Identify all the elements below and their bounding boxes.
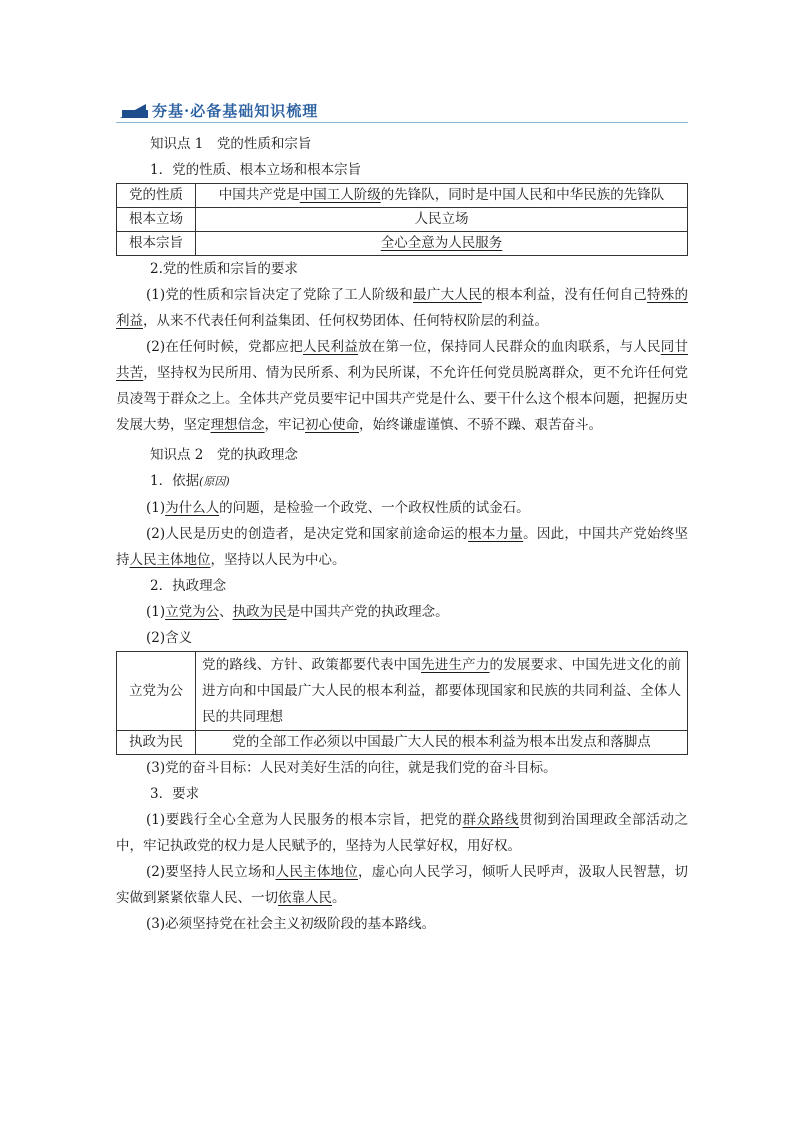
underlined-answer: 人民主体地位 (275, 864, 359, 880)
kp1-title: 知识点 1 党的性质和宗旨 (150, 136, 312, 152)
underlined-answer: 同甘共苦 (116, 339, 689, 381)
underlined-answer: 群众路线 (462, 812, 520, 828)
kp2-paragraph-4: (2)含义 (146, 630, 193, 646)
kp2-heading-1: 1．依据(原因) (150, 473, 230, 489)
table-cell-header: 根本立场 (117, 208, 196, 232)
underlined-answer: 理想信念 (210, 417, 265, 433)
kp2-paragraph-6: (1)要践行全心全意为人民服务的根本宗旨，把党的群众路线贯彻到治国理政全部活动之中，牢记执政党的权力是人民赋予的，坚持为人民掌好权，用好权。 (116, 812, 689, 854)
underlined-answer: 初心使命 (305, 417, 359, 433)
table-cell-header: 立党为公 (117, 652, 196, 731)
kp2-paragraph-3: (1)立党为公、执政为民是中国共产党的执政理念。 (146, 604, 449, 620)
table-cell-header: 执政为民 (117, 731, 196, 755)
kp2-heading-2: 2．执政理念 (150, 578, 227, 594)
underlined-answer: 特殊的利益 (116, 287, 689, 329)
table-row (117, 652, 688, 731)
table-row (117, 208, 688, 232)
kp2-heading-3: 3．要求 (150, 786, 200, 802)
table-row (117, 184, 688, 208)
kp2-title: 知识点 2 党的执政理念 (150, 447, 298, 463)
kp2-paragraph-1: (1)为什么人的问题，是检验一个政党、一个政权性质的试金石。 (146, 500, 530, 516)
table-cell-value (196, 232, 688, 256)
underlined-answer: 依靠人民 (278, 890, 332, 906)
table-cell-header: 根本宗旨 (117, 232, 196, 256)
kp1-paragraph-2: (2)在任何时候，党都应把人民利益放在第一位，保持同人民群众的血肉联系，与人民同甘共苦，坚持权为民所用、情为民所系、利为民所谋，不允许任何党员脱离群众，更不允许任何党员凌驾于群众之上。全体共产党员要牢记中国共产党是什么、要干什么这个根本问题，把握历史发展大势，坚定理想信念，牢记初心使命，始终谦虚谨慎、不骄不躁、艰苦奋斗。 (116, 339, 689, 433)
kp2-table (116, 651, 688, 755)
kp2-paragraph-7: (2)要坚持人民立场和人民主体地位，虚心向人民学习，倾听人民呼声，汲取人民智慧，切实做到紧紧依靠人民、一切依靠人民。 (116, 864, 689, 906)
table-cell-value: 中国共产党是中国工人阶级的先锋队，同时是中国人民和中华民族的先锋队 (196, 184, 688, 208)
kp2-paragraph-8: (3)必须坚持党在社会主义初级阶段的基本路线。 (146, 916, 436, 932)
underlined-answer: 根本力量 (468, 526, 524, 542)
underlined-answer: 最广大人民 (413, 287, 482, 303)
underlined-answer: 全心全意为人民服务 (380, 235, 503, 251)
underlined-answer: 立党为公 (165, 604, 220, 620)
header-bar-base-icon (122, 110, 148, 118)
table-row (117, 232, 688, 256)
section-title: 夯基·必备基础知识梳理 (152, 102, 319, 120)
underlined-answer: 为什么人 (165, 500, 220, 516)
underlined-answer: 中国工人阶级 (299, 187, 381, 203)
underlined-answer: 执政为民 (232, 604, 287, 620)
kp2-paragraph-2: (2)人民是历史的创造者，是决定党和国家前途命运的根本力量。因此，中国共产党始终坚持人民主体地位，坚持以人民为中心。 (116, 526, 689, 568)
kp1-paragraph-1: (1)党的性质和宗旨决定了党除了工人阶级和最广大人民的根本利益，没有任何自己特殊的利益，从来不代表任何利益集团、任何权势团体、任何特权阶层的利益。 (116, 287, 689, 329)
underlined-answer: 先进生产力 (421, 657, 490, 673)
kp1-heading-1: 1．党的性质、根本立场和根本宗旨 (150, 162, 362, 178)
kp2-paragraph-5: (3)党的奋斗目标：人民对美好生活的向往，就是我们党的奋斗目标。 (146, 760, 557, 776)
table-cell-value: 党的全部工作必须以中国最广大人民的根本利益为根本出发点和落脚点 (196, 731, 688, 755)
section-header (116, 100, 688, 123)
table-cell-header: 党的性质 (117, 184, 196, 208)
table-row (117, 731, 688, 755)
table-cell-value: 党的路线、方针、政策都要代表中国先进生产力的发展要求、中国先进文化的前进方向和中国最广大人民的根本利益，都要体现国家和民族的共同利益、全体人民的共同理想 (196, 652, 688, 731)
document-page (116, 100, 688, 937)
underlined-answer: 人民利益 (302, 339, 359, 355)
note-text: (原因) (199, 475, 230, 488)
kp1-table (116, 183, 688, 256)
underlined-answer: 人民主体地位 (129, 552, 211, 568)
kp1-heading-2: 2.党的性质和宗旨的要求 (150, 261, 298, 277)
table-cell-value: 人民立场 (196, 208, 688, 232)
